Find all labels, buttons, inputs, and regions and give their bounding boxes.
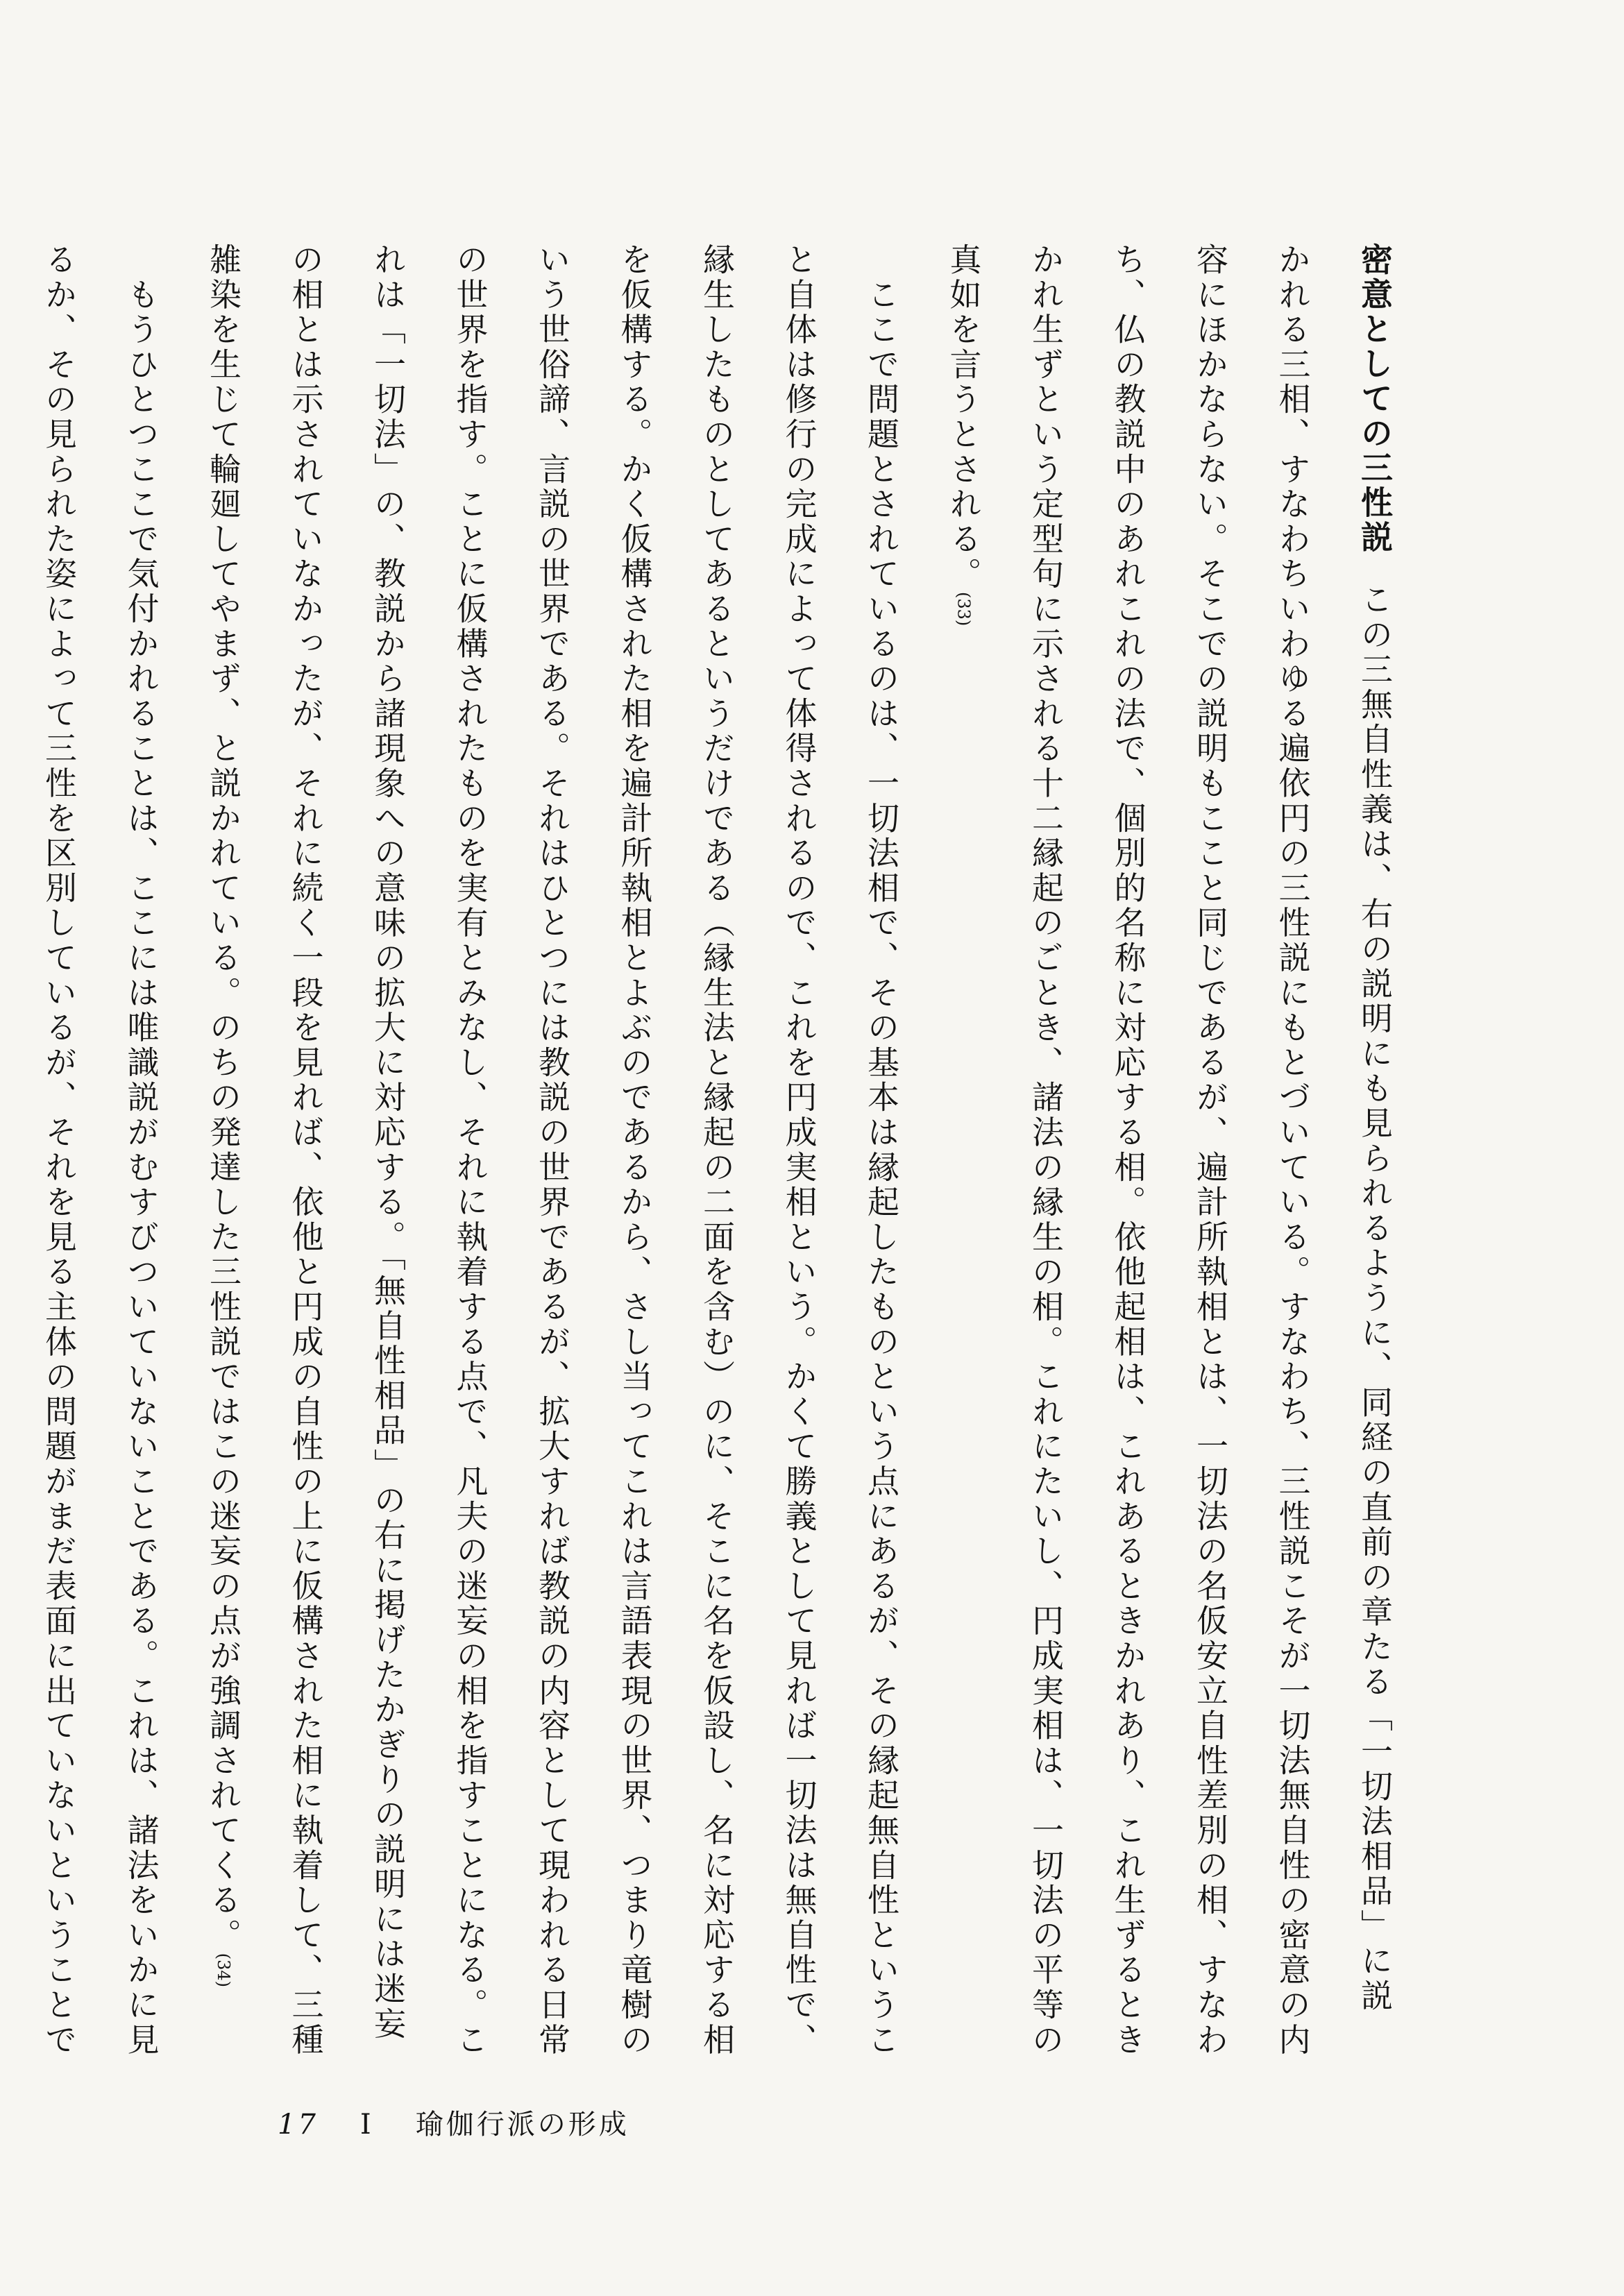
column-text: 雑染を生じて輪廻してやまず、と説かれている。のちの発達した三性説ではこの迷妄の点が強調されてくる。 bbox=[205, 243, 242, 1953]
text-column-15 bbox=[183, 243, 265, 2040]
section-number: I bbox=[360, 2109, 374, 2141]
text-column-17: るか、その見られた姿によって三性を区別しているが、それを見る主体の問題がまだ表面に出ていないということで bbox=[40, 243, 78, 2058]
text-column-10: を仮構する。かく仮構された相を遍計所執相とよぶのであるから、さし当ってこれは言語表現の世界、つまり竜樹の bbox=[616, 243, 654, 2058]
text-column-8: と自体は修行の完成によって体得されるので、これを円成実相という。かくて勝義として見れば一切法は無自性で、 bbox=[780, 243, 818, 2058]
text-column-14: の相とは示されていなかったが、それに続く一段を見れば、依他と円成の自性の上に仮構された相に執着して、三種 bbox=[287, 243, 325, 2058]
text-column-6 bbox=[922, 243, 1005, 2040]
column-text: この三無自性義は、右の説明にも見られるように、同経の直前の章たる「一切法相品」に説 bbox=[1356, 583, 1394, 2014]
text-column-7: ここで問題とされているのは、一切法相で、その基本は縁起したものという点にあるが、その縁起無自性というこ bbox=[863, 243, 900, 2058]
section-heading: 密意としての三性説 bbox=[1356, 243, 1394, 555]
text-column-4: ち、仏の教説中のあれこれの法で、個別的名称に対応する相。依他起相は、これあるときかれあり、これ生ずるとき bbox=[1109, 243, 1147, 2058]
text-column-9: 縁生したものとしてあるというだけである（縁生法と縁起の二面を含む）のに、そこに名を仮設し、名に対応する相 bbox=[698, 243, 736, 2058]
text-column-11: いう世俗諦、言説の世界である。それはひとつには教説の世界であるが、拡大すれば教説の内容として現われる日常 bbox=[534, 243, 571, 2058]
body-text bbox=[0, 243, 1416, 2058]
text-column-1 bbox=[1334, 243, 1416, 2040]
text-column-18 bbox=[0, 243, 18, 2040]
page-number: 17 bbox=[278, 2109, 319, 2141]
text-column-3: 容にほかならない。そこでの説明もここと同じであるが、遍計所執相とは、一切法の名仮安立自性差別の相、すなわ bbox=[1192, 243, 1229, 2058]
text-column-12: の世界を指す。ことに仮構されたものを実有とみなし、それに執着する点で、凡夫の迷妄の相を指すことになる。こ bbox=[451, 243, 489, 2058]
text-column-13: れは「一切法」の、教説から諸現象への意味の拡大に対応する。「無自性相品」の右に掲げたかぎりの説明には迷妄 bbox=[369, 243, 407, 2042]
section-title: 瑜伽行派の形成 bbox=[415, 2109, 629, 2141]
text-column-16: もうひとつここで気付かれることは、ここには唯識説がむすびついていないことである。これは、諸法をいかに見 bbox=[122, 243, 160, 2058]
footnote-ref-34: (34) bbox=[214, 1953, 233, 1987]
text-column-5: かれ生ずという定型句に示される十二縁起のごとき、諸法の縁生の相。これにたいし、円成実相は、一切法の平等の bbox=[1027, 243, 1065, 2058]
text-column-2: かれる三相、すなわちいわゆる遍依円の三性説にもとづいている。すなわち、三性説こそが一切法無自性の密意の内 bbox=[1274, 243, 1312, 2058]
footnote-ref-33: (33) bbox=[954, 592, 974, 627]
column-text: 真如を言うとされる。 bbox=[945, 243, 983, 592]
page-footer bbox=[278, 2102, 629, 2142]
